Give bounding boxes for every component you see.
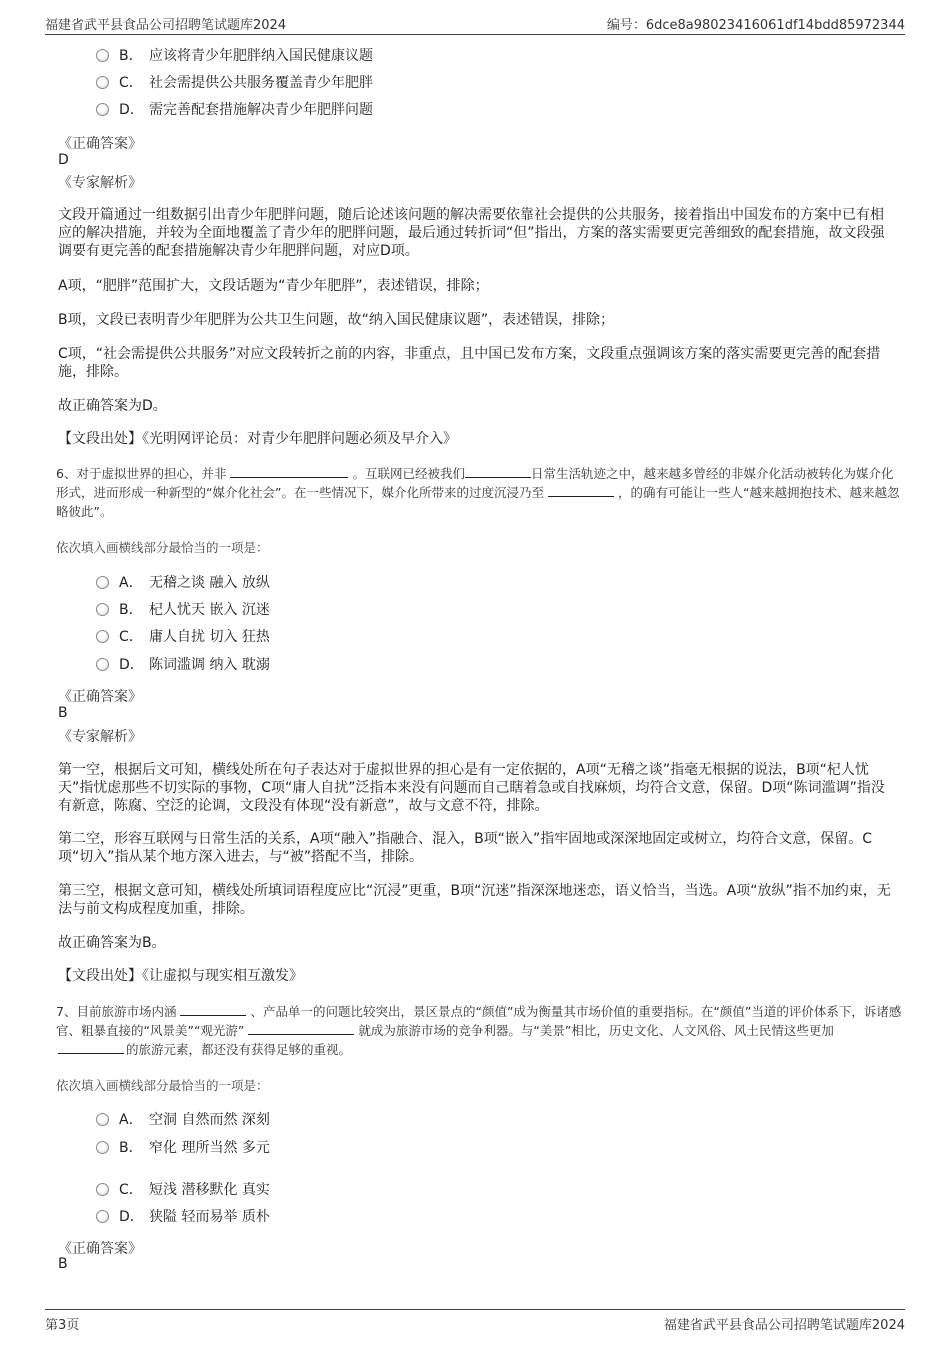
footer-title: 福建省武平县食品公司招聘笔试题库2024 [663,1318,905,1333]
radio-icon[interactable] [96,76,109,89]
blank-line [58,1040,124,1054]
radio-icon[interactable] [96,630,109,643]
radio-icon[interactable] [96,603,109,616]
q6-option-b[interactable]: B． 杞人忧天 嵌入 沉迷 [96,600,270,620]
radio-icon[interactable] [96,1210,109,1223]
q6-stem: 6、对于虚拟世界的担心，并非 。互联网已经被我们 日常生活轨迹之中，越来越多曾经的非媒介化活动被转化为媒介化形式，进而形成一种新型的“媒介化社会”。在一些情况下，媒介化所带来的过度沉浸乃至 ，的确有可能让一些人“越来越拥抱技术、越来越忽略彼此”。 [56,466,900,519]
q7-stem: 7、目前旅游市场内涵 、产品单一的问题比较突出，景区景点的“颜值”成为衡量其市场价值的重要指标。在“颜值”当道的评价体系下，诉诸感官、粗暴直接的“风景美”“观光游” 就成为旅游市场的竞争利器。与“美景”相比，历史文化、人文风俗、风土民情这些更加的旅游元素，都还没有获得足够的重视。 [56,1004,902,1057]
blank-line [248,1021,354,1035]
radio-icon[interactable] [96,1113,109,1126]
q6-option-c[interactable]: C． 庸人自扰 切入 狂热 [96,627,270,647]
radio-icon[interactable] [96,576,109,589]
q5-analysis-label: 《专家解析》 [58,175,142,191]
radio-icon[interactable] [96,658,109,671]
q6-answer-label: 《正确答案》 [58,689,142,705]
q7-option-c[interactable]: C． 短浅 潜移默化 真实 [96,1180,270,1200]
blank-line [230,464,348,478]
q6-answer: B [58,705,68,721]
page-header [45,14,905,35]
q7-option-b[interactable]: B． 窄化 理所当然 多元 [96,1138,270,1158]
radio-icon[interactable] [96,49,109,62]
q7-prompt: 依次填入画横线部分最恰当的一项是： [56,1078,269,1093]
q5-analysis-p2: A项，“肥胖”范围扩大，文段话题为“青少年肥胖”，表述错误，排除； [58,278,489,294]
q7-option-d[interactable]: D． 狭隘 轻而易举 质朴 [96,1207,270,1227]
q6-option-d[interactable]: D． 陈词滥调 纳入 耽溺 [96,655,270,675]
q7-answer: B [58,1256,68,1272]
q6-analysis-label: 《专家解析》 [58,729,142,745]
q5-answer-label: 《正确答案》 [58,136,142,152]
q5-source: 【文段出处】《光明网评论员：对青少年肥胖问题必须及早介入》 [58,431,457,447]
blank-line [548,483,614,497]
q5-answer: D [58,152,69,168]
q5-option-d[interactable]: D． 需完善配套措施解决青少年肥胖问题 [96,100,373,120]
q5-analysis-p5: 故正确答案为D。 [58,398,167,414]
q6-analysis-p4: 故正确答案为B。 [58,935,166,951]
q6-analysis-p1: 第一空，根据后文可知，横线处所在句子表达对于虚拟世界的担心是有一定依据的，A项“无稽之谈”指毫无根据的说法，B项“杞人忧天”指忧虑那些不切实际的事物，C项“庸人自扰”泛指本来没有问题而自己瞎着急或自找麻烦，均符合文意，保留。D项“陈词滥调”指没有新意，陈腐、空泛的论调，文段没有体现“没有新意”，故与文意不符，排除。 [58,762,885,814]
q6-analysis-p2: 第二空，形容互联网与日常生活的关系，A项“融入”指融合、混入，B项“嵌入”指牢固地或深深地固定或树立，均符合文意，保留。C项“切入”指从某个地方深入进去，与“被”搭配不当，排除。 [58,831,872,865]
header-serial: 编号：6dce8a98023416061df14bdd85972344 [606,18,905,33]
q5-option-c[interactable]: C． 社会需提供公共服务覆盖青少年肥胖 [96,73,373,93]
radio-icon[interactable] [96,1183,109,1196]
blank-line [180,1002,246,1016]
page-footer [45,1309,905,1334]
q5-option-b[interactable]: B． 应该将青少年肥胖纳入国民健康议题 [96,46,373,66]
q5-analysis-p1: 文段开篇通过一组数据引出青少年肥胖问题，随后论述该问题的解决需要依靠社会提供的公共服务，接着指出中国发布的方案中已有相应的解决措施，并较为全面地覆盖了青少年的肥胖问题，最后通过转折词“但”指出，方案的落实需要更完善细致的配套措施，故文段强调要有更完善的配套措施解决青少年肥胖问题，对应D项。 [58,207,885,259]
q6-source: 【文段出处】《让虚拟与现实相互激发》 [58,968,303,984]
page-number: 第3页 [45,1318,80,1333]
q6-option-a[interactable]: A． 无稽之谈 融入 放纵 [96,573,270,593]
q6-analysis-p3: 第三空，根据文意可知，横线处所填词语程度应比“沉浸”更重，B项“沉迷”指深深地迷恋，语义恰当，当选。A项“放纵”指不加约束，无法与前文构成程度加重，排除。 [58,883,891,917]
radio-icon[interactable] [96,1141,109,1154]
q5-analysis-p3: B项，文段已表明青少年肥胖为公共卫生问题，故“纳入国民健康议题”，表述错误，排除； [58,312,615,328]
q7-answer-label: 《正确答案》 [58,1241,142,1257]
radio-icon[interactable] [96,103,109,116]
blank-line [465,464,531,478]
q6-prompt: 依次填入画横线部分最恰当的一项是： [56,540,269,555]
q5-analysis-p4: C项，“社会需提供公共服务”对应文段转折之前的内容，非重点，且中国已发布方案，文段重点强调该方案的落实需要更完善的配套措施，排除。 [58,346,881,380]
header-title: 福建省武平县食品公司招聘笔试题库2024 [45,18,287,33]
q7-option-a[interactable]: A． 空洞 自然而然 深刻 [96,1110,270,1130]
